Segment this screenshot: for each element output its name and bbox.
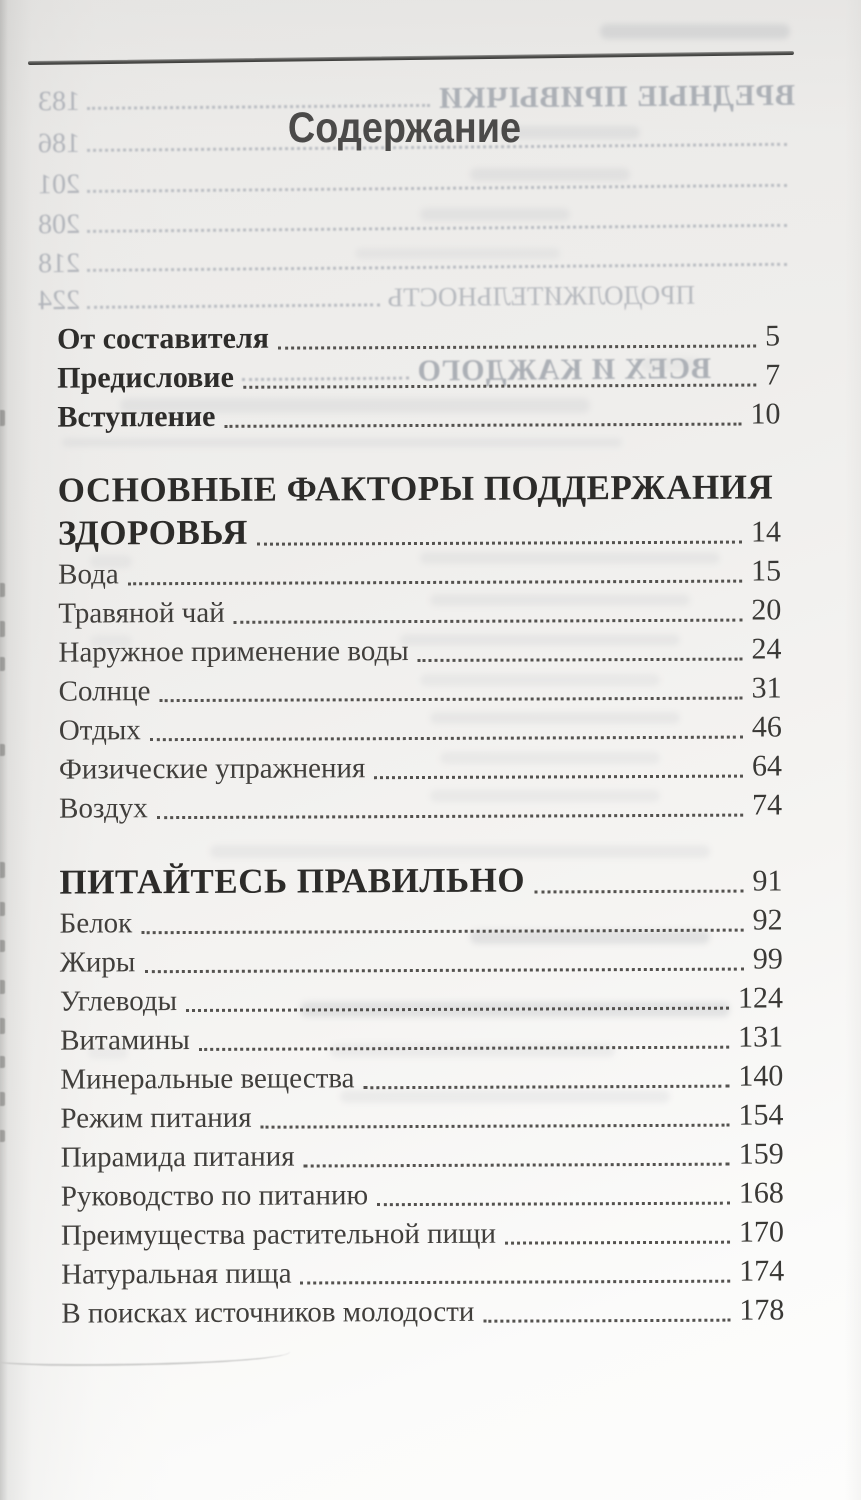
toc-entry-page-number: 201	[37, 168, 81, 201]
toc-entry	[58, 508, 781, 554]
toc-entry-page-number: 168	[738, 1176, 784, 1210]
dot-leader	[534, 890, 743, 894]
toc-entry	[61, 1212, 784, 1254]
toc-entry	[59, 707, 782, 749]
toc-entry-label: Предисловие	[57, 360, 234, 395]
page-edge-mark	[0, 1018, 5, 1034]
dot-leader	[87, 263, 787, 272]
toc-entry-label: Руководство по питанию	[60, 1179, 369, 1213]
toc-entry-label: Вода	[58, 558, 119, 591]
toc-entry	[60, 939, 783, 981]
dot-leader	[234, 619, 743, 624]
toc-entry	[59, 746, 782, 788]
bleed-through-line	[38, 162, 795, 201]
toc-entry-page-number: 10	[750, 397, 781, 431]
toc-entry-label: Отдых	[58, 714, 141, 747]
toc-entry-label: Натуральная пища	[61, 1257, 292, 1291]
toc-entry	[58, 590, 781, 632]
toc-entry	[61, 1173, 784, 1215]
page-edge-mark	[0, 940, 5, 952]
toc-entry	[60, 1095, 783, 1137]
page-edge-mark	[0, 1092, 5, 1106]
bleed-through-line	[38, 241, 795, 280]
toc-entry	[60, 978, 783, 1020]
page-edge-mark	[0, 657, 5, 671]
toc-entry	[59, 668, 782, 710]
bleed-through-line	[38, 278, 795, 317]
toc-entry-label: ВРЕДНЫЕ ПРИВЫЧКИ	[438, 78, 796, 115]
toc-entry-label: В поисках источников молодости	[61, 1295, 475, 1330]
toc-entry-page-number: 64	[751, 749, 783, 783]
toc-entry-page-number: 20	[751, 593, 782, 627]
dot-leader	[505, 1241, 730, 1245]
toc-entry-page-number: 7	[765, 358, 781, 392]
dot-leader	[364, 1085, 730, 1090]
page-edge-mark	[0, 1130, 5, 1142]
toc-entry-page-number: 208	[37, 208, 81, 241]
dot-leader	[144, 968, 744, 974]
toc-entry-page-number: 186	[37, 127, 81, 160]
dot-leader	[374, 775, 743, 780]
toc-entry	[59, 857, 782, 903]
toc-entry	[60, 1017, 783, 1059]
toc-entry	[58, 551, 781, 593]
toc-entry-page-number: 140	[738, 1059, 784, 1093]
dot-leader	[186, 1007, 729, 1012]
dot-leader	[128, 580, 742, 586]
dot-leader	[261, 1124, 730, 1129]
toc-entry-label: ВСЕХ И КАЖДОГО	[416, 351, 712, 388]
dot-leader	[257, 541, 742, 546]
toc-entry-page-number: 91	[752, 864, 783, 898]
toc-entry	[61, 1134, 784, 1176]
toc-entry	[61, 1251, 784, 1293]
page-edge-mark	[0, 744, 5, 756]
toc-entry-page-number: 31	[751, 671, 782, 705]
toc-entry-label: Наружное применение воды	[58, 635, 409, 669]
toc-entry-page-number: 131	[738, 1020, 784, 1054]
toc-entry-label: Витамины	[60, 1024, 190, 1057]
bleed-through-smear	[420, 208, 570, 221]
dot-leader	[301, 1280, 731, 1285]
dot-leader	[304, 1163, 730, 1168]
dot-leader	[483, 1319, 730, 1323]
toc-entry-label: От составителя	[57, 321, 270, 356]
toc-entry-label: Травяной чай	[58, 596, 225, 630]
toc-entry	[60, 900, 783, 942]
toc-entry	[57, 316, 780, 358]
dot-leader	[157, 814, 743, 820]
toc-entry-label: ОСНОВНЫЕ ФАКТОРЫ ПОДДЕРЖАНИЯ	[57, 467, 774, 510]
toc-entry-page-number: 99	[752, 942, 783, 976]
toc-entry-page-number: 170	[738, 1215, 785, 1249]
toc-entry-page-number: 218	[37, 247, 81, 280]
toc-entry-label: Преимущества растительной пищи	[60, 1217, 497, 1252]
toc-entry-page-number: 14	[750, 515, 782, 549]
page-edge-mark	[0, 980, 5, 994]
dot-leader	[377, 1202, 730, 1207]
toc-entry-label: Физические упражнения	[58, 752, 366, 786]
toc-entry-label: Минеральные вещества	[60, 1062, 355, 1096]
toc-entry-label: Вступление	[57, 399, 216, 434]
dot-leader	[418, 658, 743, 662]
toc-entry-page-number: 5	[765, 319, 781, 353]
toc-entry-label: ЗДОРОВЬЯ	[57, 512, 248, 553]
toc-entry	[61, 1290, 784, 1332]
dot-leader	[243, 384, 756, 389]
toc-entry	[60, 1056, 783, 1098]
toc-entry-page-number: 92	[752, 903, 783, 937]
toc-entry-page-number: 154	[738, 1098, 784, 1132]
toc-entry	[57, 351, 781, 397]
toc-entry-page-number: 74	[752, 788, 783, 822]
toc-entry-label: Белок	[59, 907, 133, 940]
scan-scratch-artifact	[0, 1346, 290, 1366]
toc-entry-page-number: 159	[738, 1137, 784, 1171]
dot-leader	[278, 345, 756, 350]
toc-entry	[57, 394, 780, 436]
page-title: Содержание	[287, 104, 522, 152]
toc-entry-label: ПРОДОЛЖИТЕЛЬНОСТЬ	[387, 279, 696, 313]
toc-entry-label: ПИТАЙТЕСЬ ПРАВИЛЬНО	[59, 860, 526, 902]
toc-entry-page-number: 15	[751, 554, 782, 588]
page-edge-mark	[0, 410, 5, 426]
dot-leader	[87, 184, 787, 193]
toc-entry	[59, 785, 782, 827]
dot-leader	[141, 929, 743, 935]
bleed-through-smear	[355, 248, 560, 259]
bleed-through-smear	[470, 168, 630, 181]
page-edge-mark	[0, 621, 5, 637]
toc-entry-label: Жиры	[59, 946, 136, 979]
toc-entry-label: Пирамида питания	[60, 1140, 295, 1174]
toc-entry-page-number: 183	[37, 85, 81, 118]
page-edge-mark	[0, 902, 5, 916]
toc-entry-label: Углеводы	[59, 985, 178, 1018]
table-of-contents	[57, 316, 784, 1332]
dot-leader	[160, 697, 743, 703]
page-edge-mark	[0, 583, 5, 597]
toc-entry-page-number: 46	[751, 710, 782, 744]
header-rule	[28, 51, 794, 65]
toc-entry-page-number: 224	[37, 284, 81, 317]
dot-leader	[87, 303, 380, 309]
toc-entry	[58, 629, 781, 671]
toc-entry	[58, 465, 781, 511]
page-edge-mark	[0, 1056, 5, 1068]
page-edge-mark	[0, 862, 5, 878]
toc-entry-label: Режим питания	[60, 1101, 252, 1135]
toc-entry-page-number: 178	[739, 1293, 785, 1327]
toc-entry-label: Солнце	[58, 675, 151, 708]
dot-leader	[224, 423, 741, 428]
toc-entry-page-number: 24	[751, 632, 782, 666]
dot-leader	[199, 1046, 729, 1051]
dot-leader	[150, 736, 743, 742]
bleed-through-smear	[600, 24, 790, 39]
dot-leader	[87, 224, 787, 233]
toc-entry-page-number: 124	[737, 981, 784, 1015]
toc-entry-label: Воздух	[59, 792, 148, 825]
toc-entry-page-number: 174	[739, 1254, 785, 1288]
bleed-through-line	[38, 202, 795, 241]
